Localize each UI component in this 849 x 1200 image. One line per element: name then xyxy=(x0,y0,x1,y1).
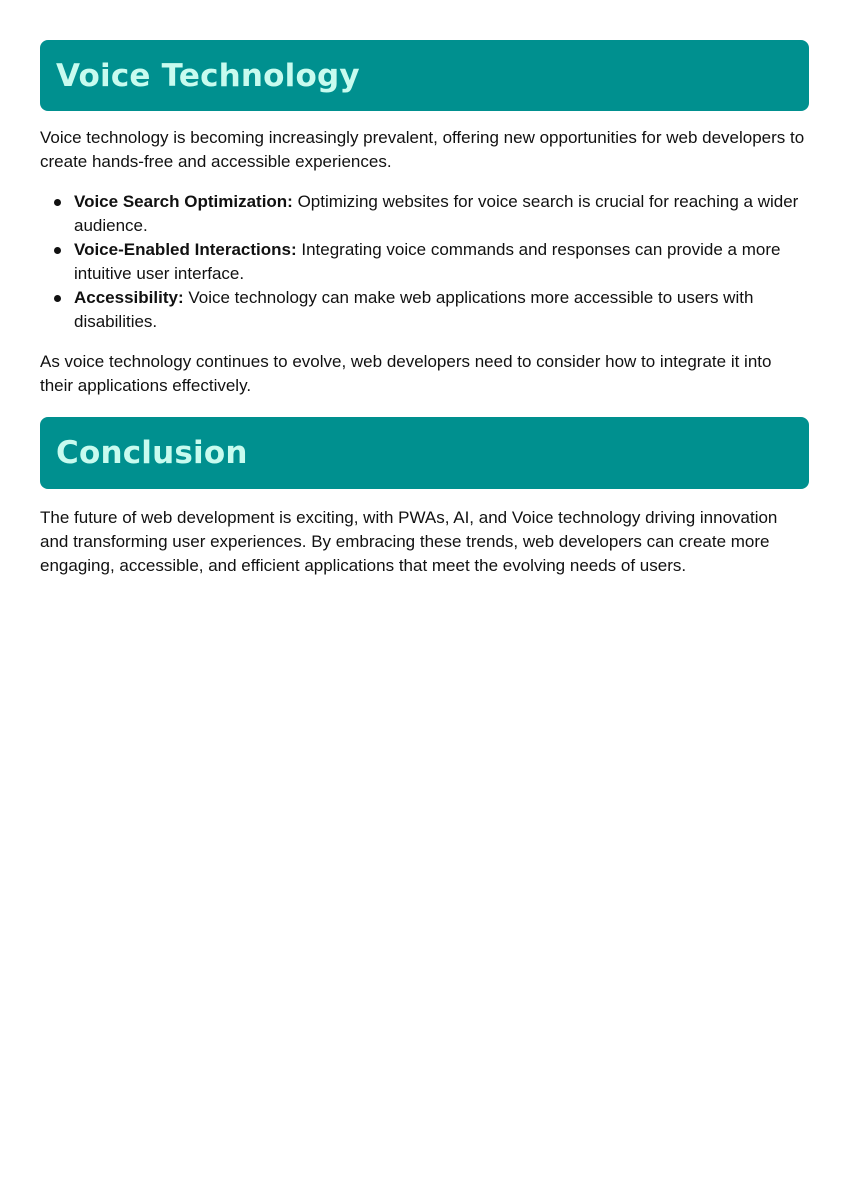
voice-technology-header xyxy=(40,40,809,111)
bullet-text: Integrating voice commands and responses can provide a more intuitive user interface. xyxy=(74,240,781,283)
voice-technology-outro: As voice technology continues to evolve, web developers need to consider how to integrate it into their applications effectively. xyxy=(40,352,772,395)
bullet-icon xyxy=(54,247,61,254)
bullet-icon xyxy=(54,295,61,302)
bullet-text: Optimizing websites for voice search is crucial for reaching a wider audience. xyxy=(74,192,799,235)
list-item xyxy=(40,238,809,286)
voice-technology-list xyxy=(40,190,809,334)
list-item xyxy=(40,190,809,238)
bullet-icon xyxy=(54,199,61,206)
bullet-term: Voice-Enabled Interactions: xyxy=(74,240,297,259)
bullet-term: Voice Search Optimization: xyxy=(74,192,293,211)
section-title: Voice Technology xyxy=(56,57,360,94)
conclusion-body: The future of web development is exciting, with PWAs, AI, and Voice technology driving innovation and transforming user experiences. By embracing these trends, web developers can create more engaging, accessible, and efficient applications that meet the evolving needs of users. xyxy=(40,508,778,575)
document-page xyxy=(40,40,809,578)
list-item xyxy=(40,286,809,334)
bullet-text: Voice technology can make web applications more accessible to users with disabilities. xyxy=(74,288,754,331)
voice-technology-intro: Voice technology is becoming increasingly prevalent, offering new opportunities for web developers to create hands-free and accessible experiences. xyxy=(40,128,805,171)
section-title: Conclusion xyxy=(56,435,248,471)
bullet-term: Accessibility: xyxy=(74,288,184,307)
conclusion-header xyxy=(40,417,809,489)
